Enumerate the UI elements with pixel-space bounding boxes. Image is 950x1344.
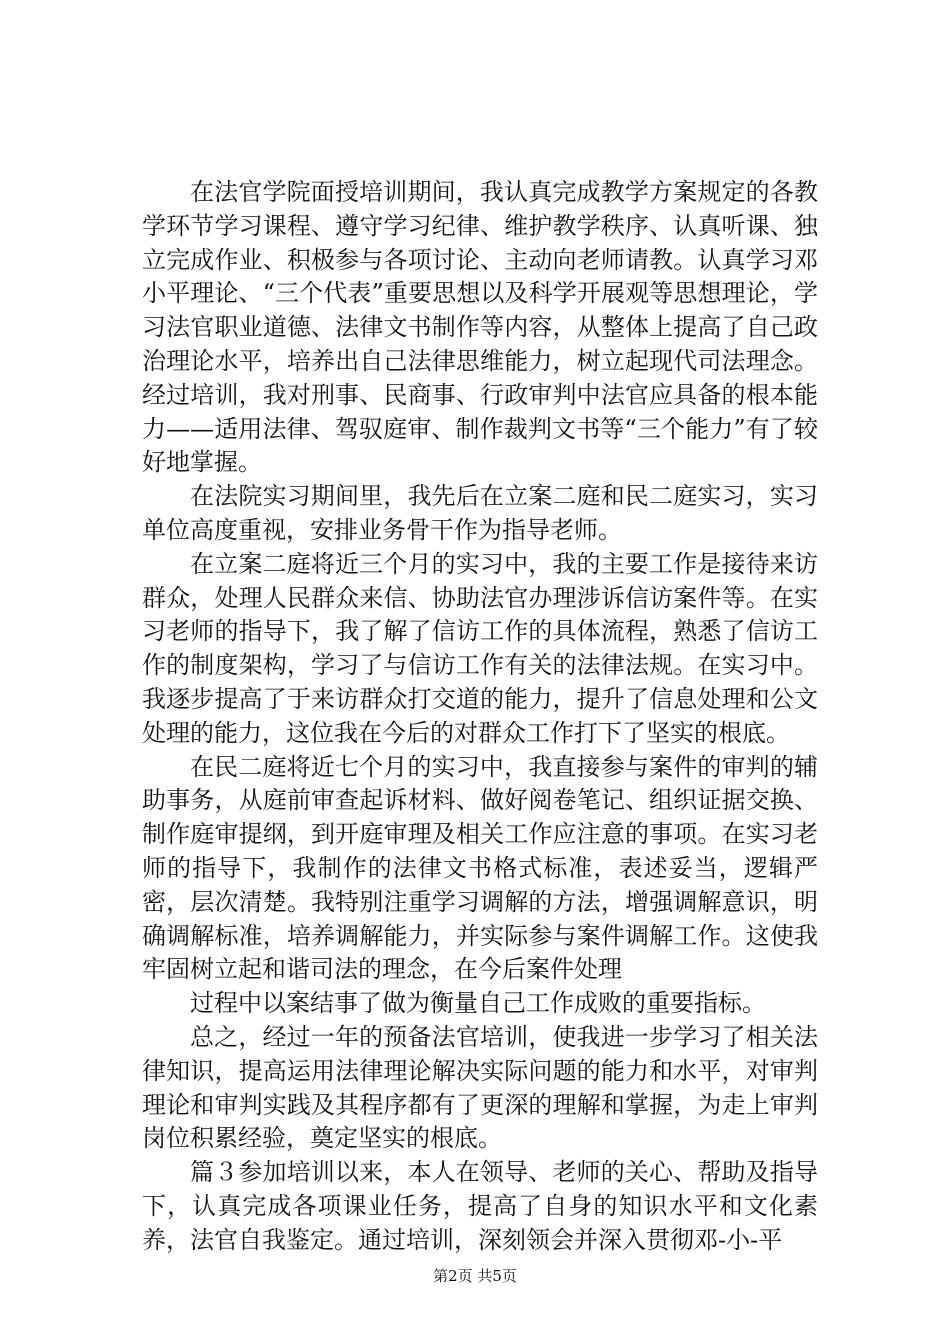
paragraph-court-academy-training: 在法官学院面授培训期间，我认真完成教学方案规定的各教学环节学习课程、遵守学习纪律、维护教学秩序、认真听课、独立完成作业、积极参与各项讨论、主动向老师请教。认真学习邓小平理论、“三个代表”重要思想以及科学开展观等思想理论，学习法官职业道德、法律文书制作等内容，从整体上提高了自己政治理论水平，培养出自己法律思维能力，树立起现代司法理念。经过培训，我对刑事、民商事、行政审判中法官应具备的根本能力——适用法律、驾驭庭审、制作裁判文书等“三个能力”有了较好地掌握。 — [142, 178, 818, 477]
page-number-footer: 第2页 共5页 — [433, 1267, 517, 1285]
paragraph-case-closure: 过程中以案结事了做为衡量自己工作成败的重要指标。 — [190, 989, 766, 1018]
document-body — [142, 176, 818, 1258]
paragraph-article-3: 篇３参加培训以来，本人在领导、老师的关心、帮助及指导下，认真完成各项课业任务，提高了自身的知识水平和文化素养，法官自我鉴定。通过培训，深刻领会并深入贯彻邓-小-平 — [142, 1158, 818, 1254]
paragraph-civil-division: 在民二庭将近七个月的实习中，我直接参与案件的审判的辅助事务，从庭前审查起诉材料、做好阅卷笔记、组织证据交换、制作庭审提纲，到开庭审理及相关工作应注意的事项。在实习老师的指导下，我制作的法律文书格式标准，表述妥当，逻辑严密，层次清楚。我特别注重学习调解的方法，增强调解意识，明确调解标准，培养调解能力，并实际参与案件调解工作。这使我牢固树立起和谐司法的理念，在今后案件处理 — [142, 752, 818, 984]
paragraph-court-internship: 在法院实习期间里，我先后在立案二庭和民二庭实习，实习单位高度重视，安排业务骨干作为指导老师。 — [142, 482, 818, 544]
paragraph-summary: 总之，经过一年的预备法官培训，使我进一步学习了相关法律知识，提高运用法律理论解决实际问题的能力和水平，对审判理论和审判实践及其程序都有了更深的理解和掌握，为走上审判岗位积累经验，奠定坚实的根底。 — [142, 1022, 818, 1153]
paragraph-filing-division: 在立案二庭将近三个月的实习中，我的主要工作是接待来访群众，处理人民群众来信、协助法官办理涉诉信访案件等。在实习老师的指导下，我了解了信访工作的具体流程，熟悉了信访工作的制度架构，学习了与信访工作有关的法律法规。在实习中。我逐步提高了于来访群众打交道的能力，提升了信息处理和公文处理的能力，这位我在今后的对群众工作打下了坚实的根底。 — [142, 549, 818, 747]
